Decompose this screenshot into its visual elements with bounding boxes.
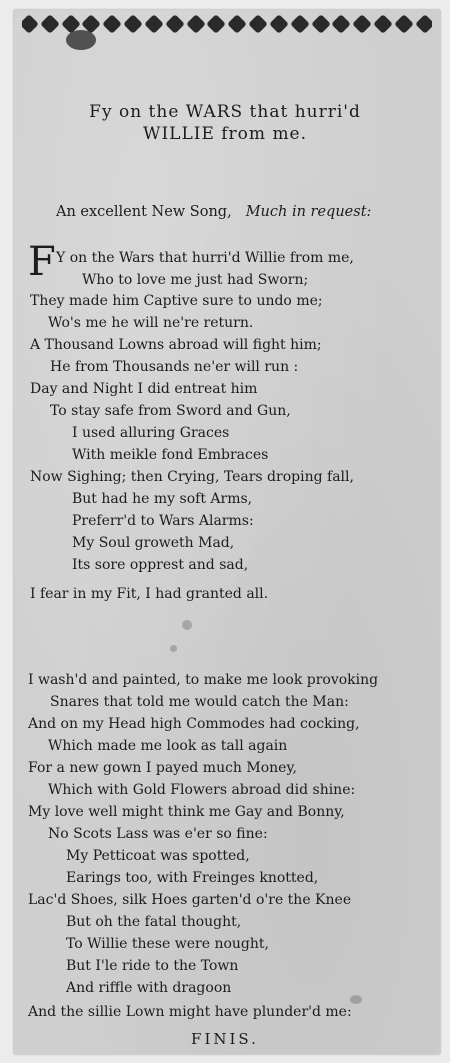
ink-stain (350, 995, 362, 1004)
verse-line: Earings too, with Freinges knotted, (66, 870, 319, 886)
verse-line: Which with Gold Flowers abroad did shine: (48, 782, 356, 798)
verse-line: But oh the fatal thought, (66, 914, 242, 930)
verse-line: Its sore opprest and sad, (72, 557, 249, 573)
verse-line: To stay safe from Sword and Gun, (50, 403, 291, 419)
verse-line: Which made me look as tall again (48, 738, 288, 754)
verse-line: He from Thousands ne'er will run : (50, 359, 299, 375)
verse-line: And the sillie Lown might have plunder'd me: (28, 1004, 352, 1020)
title-line-1: Fy on the WARS that hurri'd (89, 102, 361, 122)
verse-line: But had he my soft Arms, (72, 491, 253, 507)
verse-line: Preferr'd to Wars Alarms: (72, 513, 254, 529)
subtitle (56, 204, 371, 220)
verse-line: Who to love me just had Sworn; (82, 272, 309, 288)
verse-line: My Petticoat was spotted, (66, 848, 250, 864)
verse-line: But I'le ride to the Town (66, 958, 239, 974)
drop-cap: F (28, 239, 56, 285)
ink-stain (182, 620, 192, 630)
verse-line: For a new gown I payed much Money, (28, 760, 297, 776)
subtitle-italic: Much in request: (245, 204, 372, 220)
verse-line: I used alluring Graces (72, 425, 230, 441)
verse-line: Lac'd Shoes, silk Hoes garten'd o're the Knee (28, 892, 352, 908)
verse-line: With meikle fond Embraces (72, 447, 269, 463)
verse-line: Snares that told me would catch the Man: (50, 694, 349, 710)
verse-line: No Scots Lass was e'er so fine: (48, 826, 268, 842)
verse-line: Y on the Wars that hurri'd Willie from me, (56, 250, 354, 266)
ink-stain (170, 645, 177, 652)
verse-line: I fear in my Fit, I had granted all. (30, 586, 269, 602)
verse-line: Wo's me he will ne're return. (48, 315, 254, 331)
verse-line: My Soul groweth Mad, (72, 535, 235, 551)
title-line-2: WILLIE from me. (142, 124, 308, 144)
verse-line: A Thousand Lowns abroad will fight him; (30, 337, 322, 353)
verse-line: And on my Head high Commodes had cocking, (28, 716, 360, 732)
verse-line: Now Sighing; then Crying, Tears droping fall, (30, 469, 354, 485)
verse-line: My love well might think me Gay and Bonny, (28, 804, 345, 820)
verse-line: They made him Captive sure to undo me; (30, 293, 323, 309)
finis: FINIS. (191, 1030, 259, 1048)
verse-line: And riffle with dragoon (66, 980, 232, 996)
subtitle-text: An excellent New Song, (56, 204, 232, 220)
ink-blot (66, 30, 96, 50)
verse-line: I wash'd and painted, to make me look provoking (28, 672, 379, 688)
verse-line: Day and Night I did entreat him (30, 381, 258, 397)
verse-line: To Willie these were nought, (66, 936, 269, 952)
